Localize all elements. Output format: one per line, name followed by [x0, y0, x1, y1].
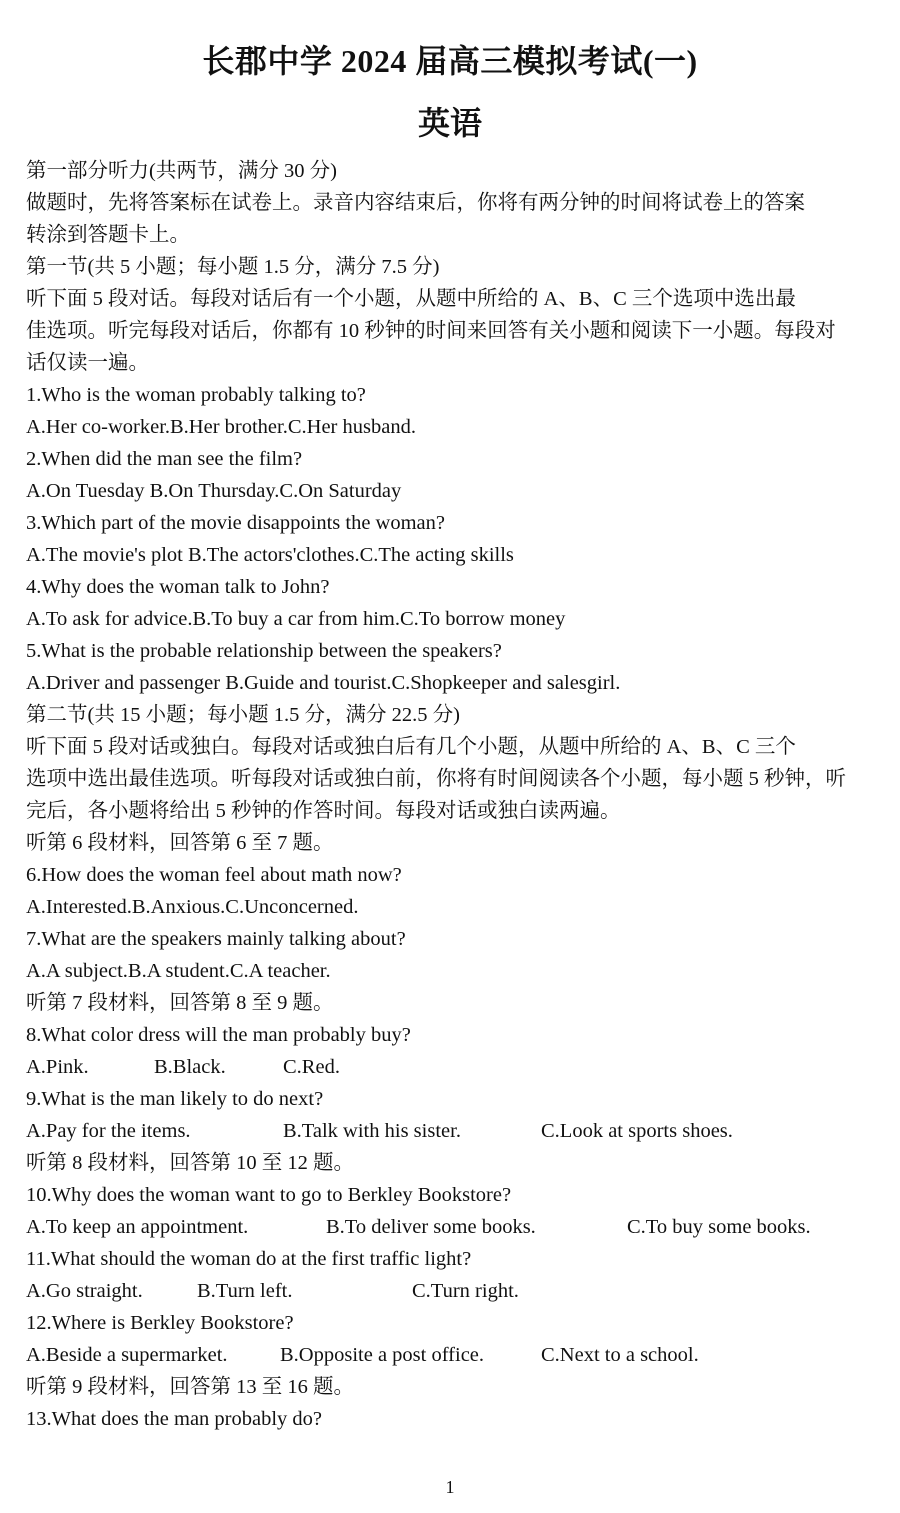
option-c: C.To buy some books. — [627, 1216, 811, 1238]
option-b: B.To deliver some books. — [326, 1216, 536, 1238]
question-stem: 6.How does the woman feel about math now? — [26, 864, 402, 886]
material-heading: 听第 8 段材料，回答第 10 至 12 题。 — [26, 1152, 354, 1174]
exam-title: 长郡中学 2024 届高三模拟考试(一) — [202, 43, 698, 79]
question-options — [26, 1339, 881, 1371]
section1-instruction: 话仅读一遍。 — [26, 352, 149, 374]
option-c: C.Next to a school. — [541, 1344, 699, 1366]
material-heading: 听第 9 段材料，回答第 13 至 16 题。 — [26, 1376, 354, 1398]
question-stem: 7.What are the speakers mainly talking about? — [26, 928, 406, 950]
question-options — [26, 1115, 881, 1147]
option-a: A.To keep an appointment. — [26, 1216, 249, 1238]
question-options — [26, 1211, 881, 1243]
section1-instruction: 听下面 5 段对话。每段对话后有一个小题，从题中所给的 A、B、C 三个选项中选出最 — [26, 288, 796, 310]
material-heading: 听第 6 段材料，回答第 6 至 7 题。 — [26, 832, 334, 854]
section2-heading: 第二节(共 15 小题；每小题 1.5 分，满分 22.5 分) — [26, 704, 460, 726]
question-stem: 5.What is the probable relationship between the speakers? — [26, 640, 502, 662]
question-options — [26, 1275, 881, 1307]
question-options: A.The movie's plot B.The actors'clothes.C.The acting skills — [26, 544, 514, 566]
option-a: A.Pay for the items. — [26, 1120, 191, 1142]
option-b: B.Talk with his sister. — [283, 1120, 461, 1142]
question-options — [26, 1051, 881, 1083]
question-options: A.Driver and passenger B.Guide and tourist.C.Shopkeeper and salesgirl. — [26, 672, 621, 694]
question-stem: 1.Who is the woman probably talking to? — [26, 384, 366, 406]
question-options: A.To ask for advice.B.To buy a car from him.C.To borrow money — [26, 608, 566, 630]
section1-heading: 第一节(共 5 小题；每小题 1.5 分，满分 7.5 分) — [26, 256, 440, 278]
option-b: B.Opposite a post office. — [280, 1344, 485, 1366]
question-options: A.On Tuesday B.On Thursday.C.On Saturday — [26, 480, 402, 502]
option-b: B.Turn left. — [197, 1280, 293, 1302]
exam-content — [26, 155, 881, 1435]
option-c: C.Red. — [283, 1056, 340, 1078]
question-stem: 13.What does the man probably do? — [26, 1408, 323, 1430]
option-a: A.Pink. — [26, 1056, 89, 1078]
part1-instruction: 做题时，先将答案标在试卷上。录音内容结束后，你将有两分钟的时间将试卷上的答案 — [26, 192, 805, 214]
question-options: A.A subject.B.A student.C.A teacher. — [26, 960, 331, 982]
part1-heading: 第一部分听力(共两节，满分 30 分) — [26, 160, 337, 182]
question-stem: 11.What should the woman do at the first traffic light? — [26, 1248, 472, 1270]
subject-title: 英语 — [417, 105, 482, 141]
option-b: B.Black. — [154, 1056, 226, 1078]
question-options: A.Her co-worker.B.Her brother.C.Her husband. — [26, 416, 416, 438]
question-stem: 3.Which part of the movie disappoints the woman? — [26, 512, 446, 534]
page-number: 1 — [445, 1477, 455, 1497]
option-a: A.Beside a supermarket. — [26, 1344, 228, 1366]
question-stem: 2.When did the man see the film? — [26, 448, 303, 470]
part1-instruction: 转涂到答题卡上。 — [26, 224, 190, 246]
question-options: A.Interested.B.Anxious.C.Unconcerned. — [26, 896, 359, 918]
question-stem: 10.Why does the woman want to go to Berkley Bookstore? — [26, 1184, 512, 1206]
question-stem: 8.What color dress will the man probably buy? — [26, 1024, 411, 1046]
option-a: A.Go straight. — [26, 1280, 143, 1302]
section2-instruction: 完后，各小题将给出 5 秒钟的作答时间。每段对话或独白读两遍。 — [26, 800, 621, 822]
question-stem: 12.Where is Berkley Bookstore? — [26, 1312, 294, 1334]
section1-instruction: 佳选项。听完每段对话后，你都有 10 秒钟的时间来回答有关小题和阅读下一小题。每段对 — [26, 320, 836, 342]
section2-instruction: 听下面 5 段对话或独白。每段对话或独白后有几个小题，从题中所给的 A、B、C 三个 — [26, 736, 796, 758]
question-stem: 9.What is the man likely to do next? — [26, 1088, 324, 1110]
question-stem: 4.Why does the woman talk to John? — [26, 576, 330, 598]
material-heading: 听第 7 段材料，回答第 8 至 9 题。 — [26, 992, 334, 1014]
option-c: C.Turn right. — [412, 1280, 519, 1302]
option-c: C.Look at sports shoes. — [541, 1120, 733, 1142]
section2-instruction: 选项中选出最佳选项。听每段对话或独白前，你将有时间阅读各个小题，每小题 5 秒钟，听 — [26, 768, 846, 790]
